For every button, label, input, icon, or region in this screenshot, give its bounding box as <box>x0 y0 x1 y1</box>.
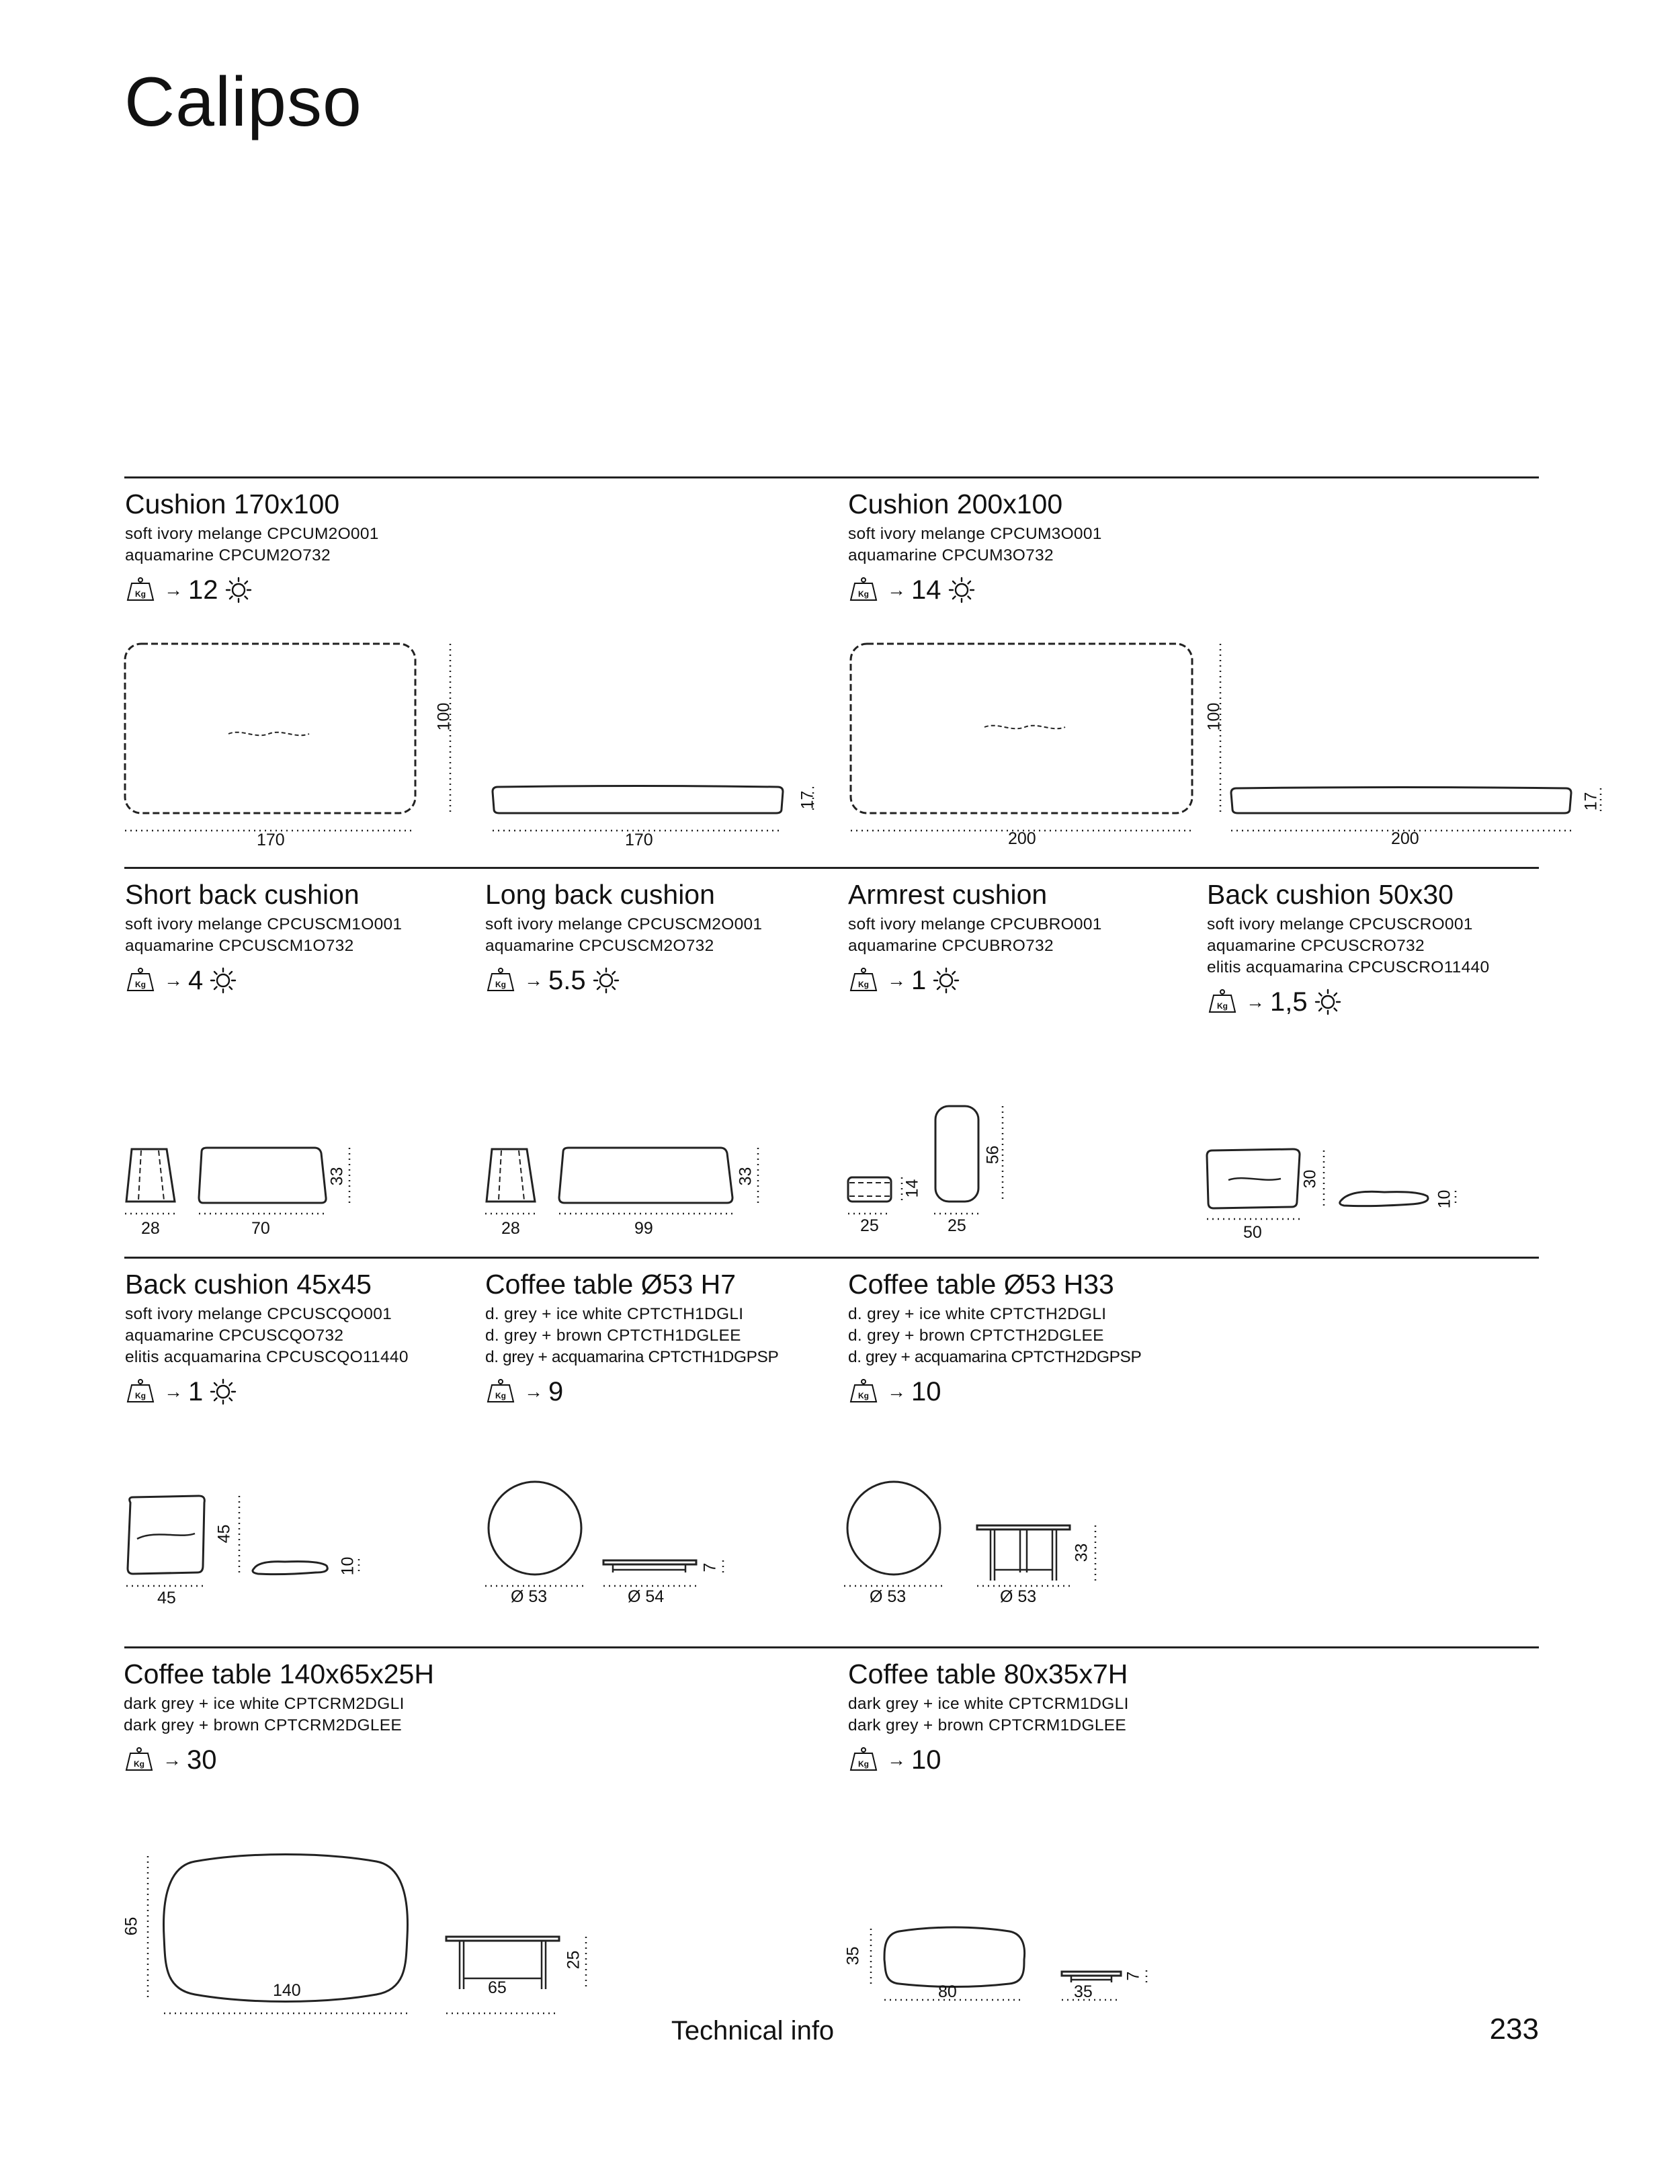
product-code: d. grey + brown CPTCTH2DGLEE <box>848 1327 1104 1345</box>
weight-row <box>125 575 379 605</box>
weight-kg-icon <box>124 1747 155 1773</box>
product-code: soft ivory melange CPCUSCM1O001 <box>125 915 403 933</box>
weight-value: 1 <box>911 965 927 995</box>
cushion-170x100-drawing <box>125 644 813 831</box>
weight-value: 14 <box>911 575 941 605</box>
page-number: 233 <box>1489 2013 1539 2046</box>
product-cushion-170x100 <box>125 491 379 605</box>
weight-value: 10 <box>911 1745 941 1775</box>
outdoor-sun-icon <box>933 967 960 994</box>
product-code: aquamarine CPCUSCM1O732 <box>125 937 354 955</box>
outdoor-sun-icon <box>948 577 975 603</box>
dimension-label: 28 <box>501 1219 520 1238</box>
dimension-label: 170 <box>625 831 653 849</box>
product-code: soft ivory melange CPCUSCQO001 <box>125 1305 392 1323</box>
dimension-label: 170 <box>257 831 285 849</box>
arrow-icon: → <box>887 970 906 991</box>
weight-row <box>125 965 402 996</box>
weight-row <box>125 1376 409 1407</box>
outdoor-sun-icon <box>1314 989 1341 1015</box>
product-code: dark grey + brown CPTCRM1DGLEE <box>848 1716 1127 1734</box>
weight-value: 9 <box>548 1376 564 1406</box>
outdoor-sun-icon <box>593 967 620 994</box>
weight-row <box>124 1745 434 1775</box>
dimension-label: 25 <box>948 1216 966 1235</box>
weight-value: 5.5 <box>548 965 586 995</box>
weight-kg-icon <box>848 1379 879 1404</box>
weight-kg-icon <box>848 1747 879 1773</box>
coffee-table-53-h33-drawing <box>844 1482 1095 1586</box>
dimension-label: 45 <box>214 1524 234 1544</box>
weight-row <box>848 1745 1129 1775</box>
weight-kg-icon <box>125 968 156 993</box>
weight-kg-icon <box>485 968 516 993</box>
product-code: aquamarine CPCUM3O732 <box>848 546 1054 564</box>
dimension-label: 33 <box>327 1167 347 1186</box>
weight-value: 1 <box>188 1376 204 1406</box>
weight-row <box>1207 986 1489 1017</box>
weight-row <box>485 965 762 996</box>
arrow-icon: → <box>164 579 183 600</box>
outdoor-sun-icon <box>210 1378 237 1405</box>
arrow-icon: → <box>887 1749 906 1770</box>
dimension-label: 7 <box>1124 1971 1143 1981</box>
arrow-icon: → <box>1246 991 1265 1012</box>
product-name: Cushion 170x100 <box>125 489 340 519</box>
dimension-label: 70 <box>251 1219 270 1238</box>
dimension-label: 35 <box>1074 1982 1093 2001</box>
product-coffee-table-80x35 <box>848 1658 1129 1775</box>
weight-value: 1,5 <box>1270 986 1308 1017</box>
product-code: soft ivory melange CPCUSCRO001 <box>1207 915 1473 933</box>
product-name: Cushion 200x100 <box>848 489 1063 519</box>
dimension-label: Ø 53 <box>870 1587 907 1606</box>
product-code: d. grey + acquamarina CPTCTH2DGPSP <box>848 1348 1142 1366</box>
dimension-label: 56 <box>983 1145 1003 1165</box>
back-cushion-45x45-drawing <box>126 1496 359 1586</box>
product-code: soft ivory melange CPCUSCM2O001 <box>485 915 763 933</box>
dimension-label: Ø 53 <box>511 1587 548 1606</box>
dimension-label: 35 <box>843 1946 863 1966</box>
product-armrest-cushion <box>848 881 1102 996</box>
dimension-label: 14 <box>902 1179 922 1198</box>
product-code: aquamarine CPCUSCM2O732 <box>485 937 714 955</box>
product-code: soft ivory melange CPCUM2O001 <box>125 525 379 543</box>
weight-kg-icon <box>848 968 879 993</box>
product-code: dark grey + ice white CPTCRM1DGLI <box>848 1695 1129 1713</box>
weight-row <box>848 1376 1141 1407</box>
dimension-label: 7 <box>700 1562 720 1572</box>
dimension-label: 100 <box>434 702 454 731</box>
arrow-icon: → <box>887 579 906 600</box>
dimension-label: 200 <box>1391 829 1419 848</box>
armrest-cushion-drawing <box>848 1106 1003 1214</box>
product-code: d. grey + ice white CPTCTH2DGLI <box>848 1305 1107 1323</box>
product-coffee-table-53-h33 <box>848 1271 1141 1407</box>
weight-row <box>848 965 1102 996</box>
product-name: Long back cushion <box>485 879 715 910</box>
dimension-label: 28 <box>141 1219 160 1238</box>
dimension-label: 33 <box>736 1167 755 1186</box>
back-cushion-50x30-drawing <box>1207 1149 1456 1219</box>
weight-value: 12 <box>188 575 218 605</box>
dimension-label: 65 <box>122 1917 141 1936</box>
product-code: d. grey + ice white CPTCTH1DGLI <box>485 1305 744 1323</box>
long-back-cushion-drawing <box>485 1148 758 1214</box>
product-back-cushion-45x45 <box>125 1271 409 1407</box>
dimension-label: 65 <box>488 1978 507 1997</box>
product-back-cushion-50x30 <box>1207 881 1489 1017</box>
outdoor-sun-icon <box>225 577 252 603</box>
footer-label: Technical info <box>671 2016 835 2046</box>
weight-kg-icon <box>125 1379 156 1404</box>
product-code: aquamarine CPCUBRO732 <box>848 937 1054 955</box>
dimension-label: 10 <box>338 1556 358 1576</box>
product-name: Back cushion 50x30 <box>1207 879 1454 910</box>
product-code: soft ivory melange CPCUBRO001 <box>848 915 1102 933</box>
dimension-label: Ø 54 <box>628 1587 665 1606</box>
short-back-cushion-drawing <box>125 1148 349 1214</box>
product-short-back-cushion <box>125 881 402 996</box>
dimension-label: 100 <box>1204 702 1224 731</box>
dimension-label: 17 <box>798 790 817 810</box>
product-code: elitis acquamarina CPCUSCQO11440 <box>125 1348 409 1366</box>
product-name: Coffee table Ø53 H33 <box>848 1269 1114 1300</box>
product-coffee-table-53-h7 <box>485 1271 778 1407</box>
weight-row <box>848 575 1102 605</box>
product-name: Coffee table 140x65x25H <box>124 1658 434 1689</box>
page-title: Calipso <box>124 63 362 141</box>
weight-kg-icon <box>1207 989 1238 1015</box>
product-name: Back cushion 45x45 <box>125 1269 372 1300</box>
arrow-icon: → <box>887 1381 906 1402</box>
product-code: elitis acquamarina CPCUSCRO11440 <box>1207 958 1490 976</box>
coffee-table-80x35-drawing <box>871 1927 1146 2000</box>
dimension-label: 25 <box>564 1950 583 1970</box>
cushion-200x100-drawing <box>851 644 1601 831</box>
product-code: d. grey + brown CPTCTH1DGLEE <box>485 1327 741 1345</box>
dimension-label: 80 <box>938 1982 957 2001</box>
arrow-icon: → <box>524 970 543 991</box>
arrow-icon: → <box>163 1749 181 1770</box>
weight-value: 30 <box>187 1745 217 1775</box>
dimension-label: 50 <box>1243 1223 1262 1242</box>
product-name: Coffee table 80x35x7H <box>848 1658 1128 1689</box>
dimension-label: 30 <box>1300 1169 1320 1189</box>
weight-kg-icon <box>848 577 879 603</box>
weight-row <box>485 1376 778 1407</box>
dimension-label: 200 <box>1008 829 1036 848</box>
weight-value: 4 <box>188 965 204 995</box>
product-code: aquamarine CPCUSCRO732 <box>1207 937 1425 955</box>
product-code: aquamarine CPCUM2O732 <box>125 546 331 564</box>
product-code: d. grey + acquamarina CPTCTH1DGPSP <box>485 1348 779 1366</box>
dimension-label: 99 <box>634 1219 653 1238</box>
product-code: dark grey + brown CPTCRM2DGLEE <box>124 1716 403 1734</box>
coffee-table-53-h7-drawing <box>485 1482 723 1586</box>
product-code: dark grey + ice white CPTCRM2DGLI <box>124 1695 405 1713</box>
arrow-icon: → <box>524 1381 543 1402</box>
dimension-label: 17 <box>1581 792 1601 811</box>
product-name: Short back cushion <box>125 879 360 910</box>
product-cushion-200x100 <box>848 491 1102 605</box>
product-code: aquamarine CPCUSCQO732 <box>125 1327 344 1345</box>
dimension-label: 140 <box>273 1981 301 2000</box>
dimension-label: 25 <box>860 1216 879 1235</box>
dimension-label: 10 <box>1435 1189 1454 1209</box>
product-name: Coffee table Ø53 H7 <box>485 1269 737 1300</box>
weight-value: 10 <box>911 1376 941 1406</box>
product-code: soft ivory melange CPCUM3O001 <box>848 525 1102 543</box>
arrow-icon: → <box>164 970 183 991</box>
weight-kg-icon <box>125 577 156 603</box>
product-name: Armrest cushion <box>848 879 1048 910</box>
product-coffee-table-140x65 <box>124 1658 434 1775</box>
weight-kg-icon <box>485 1379 516 1404</box>
dimension-label: Ø 53 <box>1000 1587 1037 1606</box>
product-long-back-cushion <box>485 881 762 996</box>
dimension-label: 33 <box>1072 1543 1091 1562</box>
dimension-label: 45 <box>157 1589 176 1607</box>
arrow-icon: → <box>164 1381 183 1402</box>
coffee-table-140x65-drawing <box>148 1855 586 2014</box>
outdoor-sun-icon <box>210 967 237 994</box>
